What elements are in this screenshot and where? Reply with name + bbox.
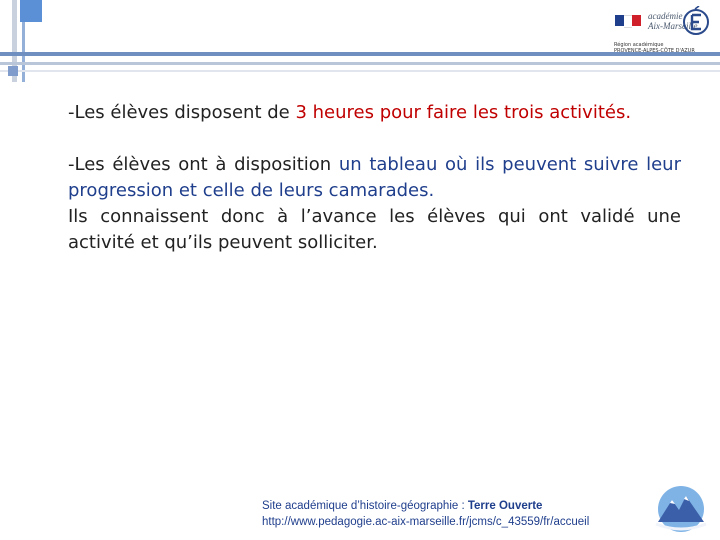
- paragraph-progress-text: -Les élèves ont à disposition: [68, 154, 339, 175]
- terre-ouverte-mountain-icon: [652, 484, 710, 534]
- academie-e-icon: [682, 6, 710, 36]
- frame-small-square: [8, 66, 18, 76]
- footer-url-link[interactable]: http://www.pedagogie.ac-aix-marseille.fr/jcms/c_43559/fr/accueil: [262, 516, 590, 528]
- logo-sub-line-1: Région académique: [614, 42, 664, 48]
- paragraph-progress-table: [68, 152, 681, 204]
- logo-line-1: académie: [648, 11, 683, 21]
- paragraph-duration-text: -Les élèves disposent de: [68, 102, 296, 123]
- french-flag-icon: [615, 15, 641, 26]
- footer-label: Site académique d’histoire-géographie :: [262, 500, 468, 512]
- paragraph-duration: [68, 100, 681, 126]
- footer-credit: [262, 498, 589, 530]
- logo-subtitle: [614, 42, 695, 54]
- academie-logo: [612, 5, 710, 53]
- slide-content: [68, 100, 681, 256]
- frame-horizontal-line-2: [0, 62, 720, 65]
- footer-site-line: [262, 498, 589, 514]
- footer-site-name[interactable]: Terre Ouverte: [467, 500, 543, 512]
- logo-sub-line-2: PROVENCE-ALPES-CÔTE D'AZUR: [614, 48, 695, 54]
- frame-horizontal-line-3: [0, 70, 720, 72]
- paragraph-solicit: Ils connaissent donc à l’avance les élèves qui ont validé une activité et qu’ils peuvent solliciter.: [68, 206, 681, 253]
- frame-corner-square: [20, 0, 42, 22]
- logo-line-2: Aix-Marseille: [648, 21, 698, 31]
- paragraph-duration-highlight: 3 heures pour faire les trois activités.: [295, 102, 632, 123]
- paragraph-progress-highlight: un tableau où ils peuvent suivre leur progression et celle de leurs camarades.: [68, 154, 681, 201]
